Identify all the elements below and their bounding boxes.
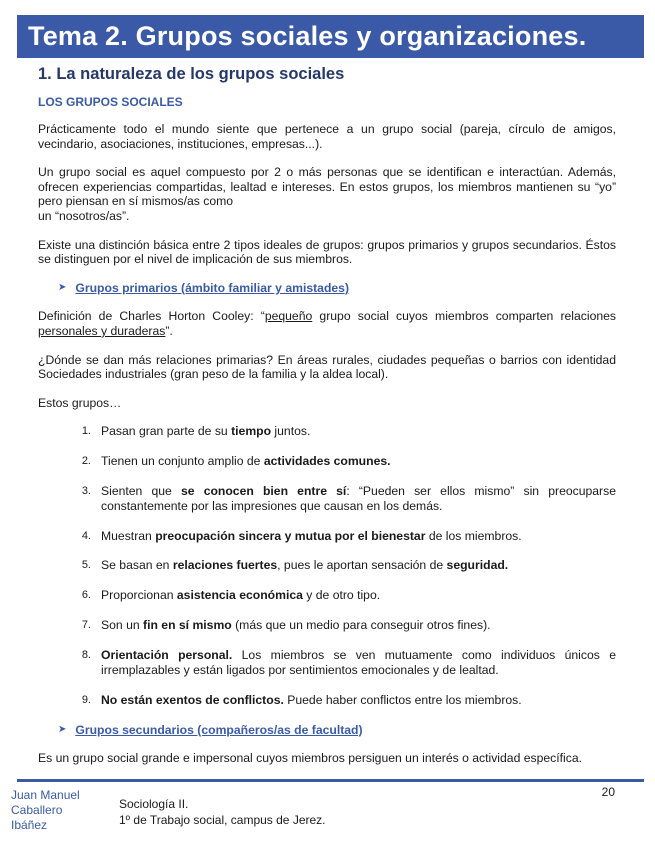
text-run: Los miembros se ven mutuamente como individuos únicos e irremplazables y están ligados por sentimientos emocionales y de lealtad.: [101, 648, 617, 677]
list-item: [38, 588, 616, 603]
list-number: 5.: [81, 559, 91, 572]
section-title: 1. La naturaleza de los grupos sociales: [38, 65, 345, 83]
list-text: [101, 529, 616, 544]
course-name: Sociología II.: [119, 797, 189, 811]
paragraph-lead: Estos grupos…: [38, 395, 122, 410]
course-campus: 1º de Trabajo social, campus de Jerez.: [119, 813, 326, 827]
traits-list: [38, 424, 616, 707]
page-header-bar: [17, 15, 644, 58]
list-item: [38, 618, 616, 633]
cooley-word-small: pequeño: [264, 309, 313, 324]
list-item: [38, 558, 616, 573]
list-item: [38, 484, 616, 513]
primary-groups-heading-text: Grupos primarios (ámbito familiar y amistades): [75, 280, 350, 295]
list-number: 1.: [81, 425, 91, 438]
text-bold: relaciones fuertes: [172, 558, 278, 573]
list-item: [38, 424, 616, 439]
paragraph-definition: Un grupo social es aquel compuesto por 2 o más personas que se identifican e interactúan. Además, ofrecen experiencias compartidas, lealtad e intereses. En estos grupos, los miembros mantienen su “yo” pero piensan en sí mismos/as como: [38, 165, 616, 209]
cooley-definition-middle: grupo social cuyos miembros comparten relaciones: [312, 309, 616, 324]
text-run: Se basan en: [101, 558, 173, 573]
text-run: y de otro tipo.: [302, 588, 381, 603]
list-number: 9.: [81, 693, 91, 706]
author-line: Caballero: [11, 803, 63, 817]
page-number: 20: [601, 785, 615, 799]
text-run: , pues le aportan sensación de: [277, 558, 447, 573]
list-number: 2.: [81, 455, 91, 468]
paragraph-intro: Prácticamente todo el mundo siente que pertenece a un grupo social (pareja, círculo de amigos, vecindario, asociaciones, instituciones, empresas...).: [38, 122, 616, 151]
list-text: [101, 693, 616, 708]
list-text: [101, 648, 616, 677]
footer-author: [11, 788, 80, 833]
author-line: Juan Manuel: [11, 788, 80, 802]
text-bold: seguridad.: [446, 558, 509, 573]
list-item: [38, 693, 616, 708]
list-text: [101, 618, 616, 633]
cooley-definition-prefix: Definición de Charles Horton Cooley: “: [38, 309, 265, 324]
paragraph-question: ¿Dónde se dan más relaciones primarias? En áreas rurales, ciudades pequeñas o barrios con identidad Sociedades industriales (gran peso de la familia y la aldea local).: [38, 352, 616, 382]
list-number: 8.: [81, 649, 91, 662]
arrowhead-bullet-icon: ➤: [58, 723, 67, 735]
text-bold: No están exentos de conflictos.: [101, 692, 284, 707]
list-item: [38, 454, 616, 469]
list-number: 7.: [81, 619, 91, 632]
text-run: : “Pueden ser ellos mismo” sin preocuparse constantemente por las impresiones que causan en los demás.: [101, 484, 616, 513]
text-run: Sienten que: [101, 484, 181, 499]
primary-groups-heading: [38, 281, 616, 296]
author-line: Ibáñez: [11, 818, 48, 832]
list-text: [101, 454, 616, 469]
cooley-definition: [38, 309, 616, 338]
text-run: de los miembros.: [425, 528, 522, 543]
cooley-definition-end: ”.: [165, 323, 173, 338]
list-text: [101, 588, 616, 603]
secondary-groups-heading-text: Grupos secundarios (compañeros/as de facultad): [75, 722, 363, 737]
text-run: Son un: [101, 618, 144, 633]
cooley-word-personal: personales y duraderas: [38, 323, 166, 338]
secondary-groups-heading: [38, 723, 616, 738]
paragraph-secondary: Es un grupo social grande e impersonal cuyos miembros persiguen un interés o actividad específica.: [38, 751, 582, 766]
footer-divider: [17, 779, 644, 782]
text-run: juntos.: [271, 424, 311, 439]
text-run: Pasan gran parte de su: [101, 424, 232, 439]
list-item: [38, 529, 616, 544]
list-text: [101, 484, 616, 513]
text-bold: preocupación sincera y mutua por el bienestar: [155, 528, 426, 543]
text-run: Tienen un conjunto amplio de: [101, 454, 264, 469]
list-item: [38, 648, 616, 677]
paragraph-distinction: Existe una distinción básica entre 2 tipos ideales de grupos: grupos primarios y grupos secundarios. Éstos se distinguen por el nivel de implicación de sus miembros.: [38, 237, 616, 267]
text-run: Proporcionan: [101, 588, 177, 603]
arrowhead-bullet-icon: ➤: [58, 281, 67, 293]
text-bold: Orientación personal.: [101, 648, 233, 663]
text-bold: actividades comunes.: [263, 454, 391, 469]
list-number: 6.: [81, 589, 91, 602]
text-bold: se conocen bien entre sí: [180, 484, 347, 499]
list-text: [101, 424, 616, 439]
text-run: Puede haber conflictos entre los miembros.: [283, 692, 522, 707]
document-body: [38, 64, 616, 780]
text-run: Muestran: [101, 528, 156, 543]
text-bold: asistencia económica: [176, 588, 303, 603]
page-title: Tema 2. Grupos sociales y organizaciones.: [28, 21, 587, 51]
subsection-title: LOS GRUPOS SOCIALES: [38, 95, 183, 109]
text-bold: tiempo: [231, 424, 272, 439]
text-bold: fin en sí mismo: [143, 618, 232, 633]
paragraph-definition-end: un “nosotros/as”.: [38, 208, 130, 223]
footer-course: [119, 796, 326, 828]
list-number: 4.: [81, 529, 91, 542]
list-number: 3.: [81, 485, 91, 498]
list-text: [101, 558, 616, 573]
text-run: (más que un medio para conseguir otros fines).: [231, 618, 491, 633]
